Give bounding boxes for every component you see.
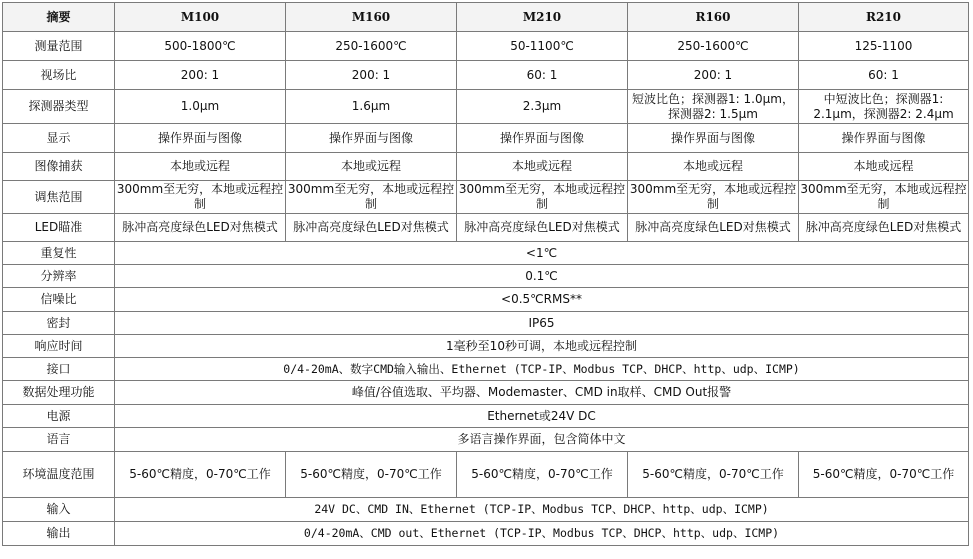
cell-focus-r160: 300mm至无穷，本地或远程控制 [628,181,799,214]
cell-resolution: 0.1℃ [115,265,969,288]
cell-fov-m100: 200: 1 [115,61,286,90]
cell-range-r210: 125-1100 [799,32,969,61]
row-label-input: 输入 [3,498,115,522]
cell-focus-m160: 300mm至无穷，本地或远程控制 [286,181,457,214]
row-label-language: 语言 [3,428,115,452]
table-row [3,335,969,358]
cell-ambient-m100: 5-60℃精度，0-70℃工作 [115,452,286,498]
row-label-fov: 视场比 [3,61,115,90]
table-row [3,124,969,153]
row-label-response: 响应时间 [3,335,115,358]
table-row [3,428,969,452]
row-label-focus: 调焦范围 [3,181,115,214]
cell-capture-r210: 本地或远程 [799,153,969,181]
header-model-m160: M160 [286,3,457,32]
row-label-resolution: 分辨率 [3,265,115,288]
cell-language: 多语言操作界面，包含简体中文 [115,428,969,452]
cell-fov-m210: 60: 1 [457,61,628,90]
row-label-capture: 图像捕获 [3,153,115,181]
row-label-detector: 探测器类型 [3,90,115,124]
cell-capture-m100: 本地或远程 [115,153,286,181]
cell-repeatability: <1℃ [115,242,969,265]
row-label-range: 测量范围 [3,32,115,61]
table-row [3,181,969,214]
cell-capture-r160: 本地或远程 [628,153,799,181]
table-row [3,61,969,90]
cell-ambient-m210: 5-60℃精度，0-70℃工作 [457,452,628,498]
table-row [3,32,969,61]
row-label-snr: 信噪比 [3,288,115,312]
cell-capture-m160: 本地或远程 [286,153,457,181]
cell-capture-m210: 本地或远程 [457,153,628,181]
table-row [3,288,969,312]
table-row [3,522,969,546]
row-label-output: 输出 [3,522,115,546]
cell-focus-m210: 300mm至无穷，本地或远程控制 [457,181,628,214]
cell-detector-m160: 1.6μm [286,90,457,124]
table-row [3,452,969,498]
cell-led-m100: 脉冲高亮度绿色LED对焦模式 [115,214,286,242]
row-label-display: 显示 [3,124,115,153]
cell-ambient-r210: 5-60℃精度，0-70℃工作 [799,452,969,498]
cell-detector-m100: 1.0μm [115,90,286,124]
cell-display-r160: 操作界面与图像 [628,124,799,153]
cell-led-r160: 脉冲高亮度绿色LED对焦模式 [628,214,799,242]
cell-fov-r210: 60: 1 [799,61,969,90]
table-row [3,498,969,522]
row-label-seal: 密封 [3,312,115,335]
table-row [3,242,969,265]
row-label-power: 电源 [3,405,115,428]
row-label-interface: 接口 [3,358,115,381]
spec-table [2,2,969,546]
cell-display-m210: 操作界面与图像 [457,124,628,153]
cell-led-m160: 脉冲高亮度绿色LED对焦模式 [286,214,457,242]
cell-range-m160: 250-1600℃ [286,32,457,61]
table-row [3,153,969,181]
cell-detector-m210: 2.3μm [457,90,628,124]
header-model-r210: R210 [799,3,969,32]
table-row [3,312,969,335]
header-model-m100: M100 [115,3,286,32]
table-row [3,358,969,381]
row-label-repeatability: 重复性 [3,242,115,265]
cell-led-m210: 脉冲高亮度绿色LED对焦模式 [457,214,628,242]
row-label-led: LED瞄准 [3,214,115,242]
cell-range-m100: 500-1800℃ [115,32,286,61]
cell-fov-m160: 200: 1 [286,61,457,90]
cell-snr: <0.5℃RMS** [115,288,969,312]
cell-display-m100: 操作界面与图像 [115,124,286,153]
cell-range-m210: 50-1100℃ [457,32,628,61]
cell-display-r210: 操作界面与图像 [799,124,969,153]
table-row [3,214,969,242]
table-row [3,90,969,124]
cell-detector-r210: 中短波比色；探测器1: 2.1μm，探测器2: 2.4μm [799,90,969,124]
table-row [3,381,969,405]
cell-focus-m100: 300mm至无穷，本地或远程控制 [115,181,286,214]
cell-display-m160: 操作界面与图像 [286,124,457,153]
header-model-r160: R160 [628,3,799,32]
cell-processing: 峰值/谷值选取、平均器、Modemaster、CMD in取样、CMD Out报警 [115,381,969,405]
cell-input: 24V DC、CMD IN、Ethernet (TCP-IP、Modbus TCP、DHCP、http、udp、ICMP) [115,498,969,522]
row-label-ambient: 环境温度范围 [3,452,115,498]
cell-power: Ethernet或24V DC [115,405,969,428]
cell-fov-r160: 200: 1 [628,61,799,90]
cell-ambient-m160: 5-60℃精度，0-70℃工作 [286,452,457,498]
cell-led-r210: 脉冲高亮度绿色LED对焦模式 [799,214,969,242]
header-model-m210: M210 [457,3,628,32]
cell-output: 0/4-20mA、CMD out、Ethernet (TCP-IP、Modbus TCP、DHCP、http、udp、ICMP) [115,522,969,546]
table-row [3,265,969,288]
cell-seal: IP65 [115,312,969,335]
header-row [3,3,969,32]
table-row [3,405,969,428]
cell-ambient-r160: 5-60℃精度，0-70℃工作 [628,452,799,498]
cell-interface: 0/4-20mA、数字CMD输入输出、Ethernet (TCP-IP、Modbus TCP、DHCP、http、udp、ICMP) [115,358,969,381]
cell-response: 1毫秒至10秒可调，本地或远程控制 [115,335,969,358]
cell-detector-r160: 短波比色；探测器1: 1.0μm，探测器2: 1.5μm [628,90,799,124]
header-summary: 摘要 [3,3,115,32]
row-label-processing: 数据处理功能 [3,381,115,405]
cell-range-r160: 250-1600℃ [628,32,799,61]
cell-focus-r210: 300mm至无穷，本地或远程控制 [799,181,969,214]
